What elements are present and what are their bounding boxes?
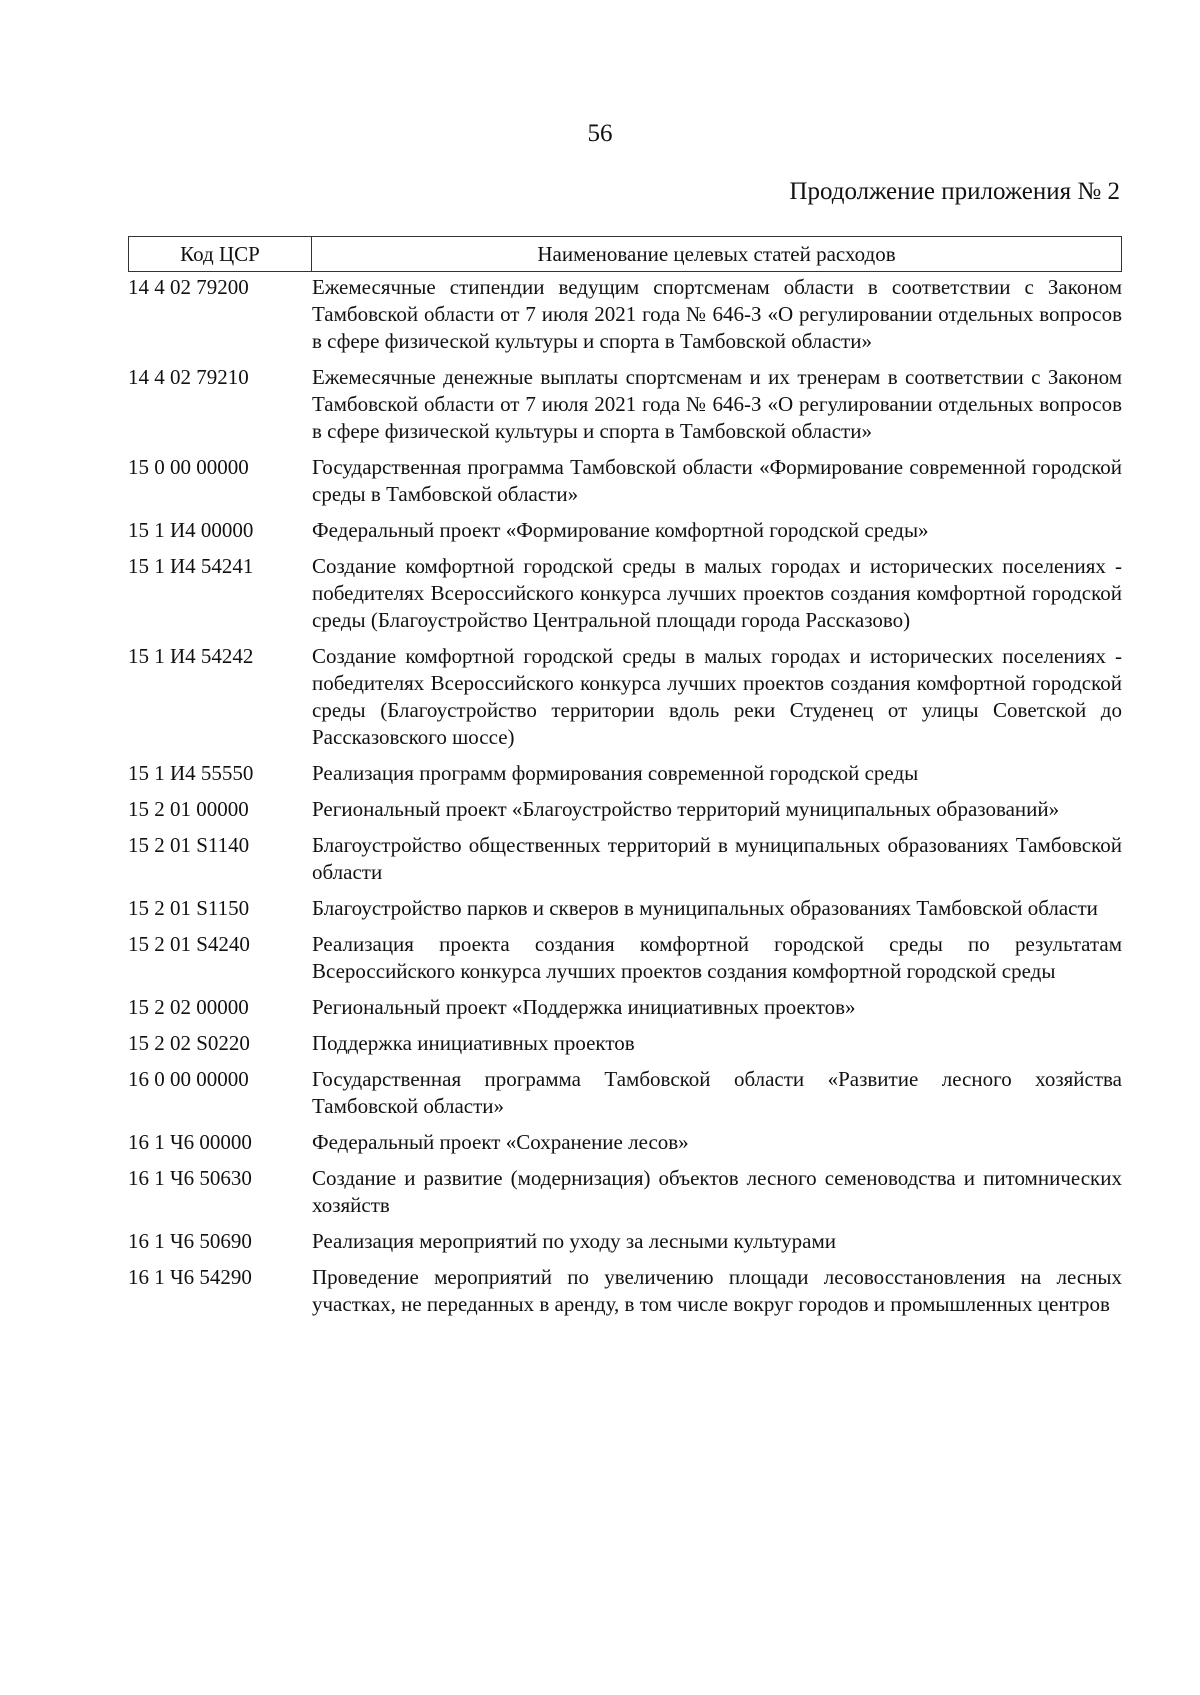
row-name: Государственная программа Тамбовской области «Формирование современной городской среды в Тамбовской области»	[312, 455, 1122, 506]
row-code: 16 1 Ч6 00000	[128, 1130, 252, 1154]
row-code: 15 1 И4 54242	[128, 644, 254, 668]
row-name: Проведение мероприятий по увеличению площади лесовосстановления на лесных участках, не переданных в аренду, в том числе вокруг городов и промышленных центров	[312, 1265, 1122, 1316]
row-code: 15 2 02 S0220	[128, 1031, 250, 1055]
expense-table	[128, 236, 1122, 1327]
row-code: 15 2 02 00000	[128, 995, 249, 1019]
row-name: Благоустройство парков и скверов в муниципальных образованиях Тамбовской области	[312, 896, 1098, 920]
table-row	[128, 454, 1122, 508]
appendix-title: Продолжение приложения № 2	[789, 178, 1120, 205]
row-code: 15 2 01 S1150	[128, 896, 250, 920]
row-name: Государственная программа Тамбовской области «Развитие лесного хозяйства Тамбовской области»	[312, 1067, 1122, 1118]
row-code: 14 4 02 79210	[128, 365, 249, 389]
row-name: Федеральный проект «Сохранение лесов»	[312, 1130, 689, 1154]
table-row	[128, 1228, 1122, 1255]
column-header-code: Код ЦСР	[129, 237, 312, 271]
table-row	[128, 1264, 1122, 1318]
row-code: 14 4 02 79200	[128, 275, 249, 299]
table-row	[128, 760, 1122, 787]
row-name: Создание комфортной городской среды в малых городах и исторических поселениях - победителях Всероссийского конкурса лучших проектов создания комфортной городской среды (Благоустройство территории вдоль реки Студенец от улицы Советской до Рассказовского шоссе)	[312, 644, 1122, 749]
row-code: 15 1 И4 54241	[128, 554, 254, 578]
table-row	[128, 364, 1122, 445]
table-row	[128, 517, 1122, 544]
table-header	[128, 236, 1122, 272]
table-body	[128, 274, 1122, 1318]
row-name: Федеральный проект «Формирование комфортной городской среды»	[312, 518, 929, 542]
row-code: 15 1 И4 00000	[128, 518, 254, 542]
table-row	[128, 895, 1122, 922]
table-row	[128, 553, 1122, 634]
row-name: Реализация проекта создания комфортной городской среды по результатам Всероссийского конкурса лучших проектов создания комфортной городской среды	[312, 932, 1122, 983]
table-row	[128, 796, 1122, 823]
table-row	[128, 1030, 1122, 1057]
row-code: 15 2 01 S1140	[128, 833, 250, 857]
row-code: 15 2 01 00000	[128, 797, 249, 821]
row-code: 16 0 00 00000	[128, 1067, 249, 1091]
table-row	[128, 643, 1122, 751]
page-number: 56	[587, 120, 613, 147]
row-code: 16 1 Ч6 50630	[128, 1166, 252, 1190]
table-row	[128, 274, 1122, 355]
table-row	[128, 1066, 1122, 1120]
row-name: Ежемесячные стипендии ведущим спортсменам области в соответствии с Законом Тамбовской области от 7 июля 2021 года № 646-З «О регулировании отдельных вопросов в сфере физической культуры и спорта в Тамбовской области»	[312, 275, 1122, 353]
row-name: Реализация мероприятий по уходу за лесными культурами	[312, 1229, 836, 1253]
row-code: 16 1 Ч6 54290	[128, 1265, 252, 1289]
table-row	[128, 931, 1122, 985]
row-code: 15 2 01 S4240	[128, 932, 250, 956]
row-code: 15 0 00 00000	[128, 455, 249, 479]
row-name: Поддержка инициативных проектов	[312, 1031, 635, 1055]
column-header-name: Наименование целевых статей расходов	[537, 242, 896, 266]
row-code: 16 1 Ч6 50690	[128, 1229, 252, 1253]
table-row	[128, 994, 1122, 1021]
table-row	[128, 1129, 1122, 1156]
table-row	[128, 1165, 1122, 1219]
row-name: Создание и развитие (модернизация) объектов лесного семеноводства и питомнических хозяйств	[312, 1166, 1122, 1217]
row-name: Региональный проект «Благоустройство территорий муниципальных образований»	[312, 797, 1060, 821]
table-row	[128, 832, 1122, 886]
row-name: Создание комфортной городской среды в малых городах и исторических поселениях - победителях Всероссийского конкурса лучших проектов создания комфортной городской среды (Благоустройство Центральной площади города Рассказово)	[312, 554, 1122, 632]
row-name: Региональный проект «Поддержка инициативных проектов»	[312, 995, 856, 1019]
row-name: Ежемесячные денежные выплаты спортсменам и их тренерам в соответствии с Законом Тамбовской области от 7 июля 2021 года № 646-З «О регулировании отдельных вопросов в сфере физической культуры и спорта в Тамбовской области»	[312, 365, 1122, 443]
row-name: Благоустройство общественных территорий в муниципальных образованиях Тамбовской области	[312, 833, 1122, 884]
row-name: Реализация программ формирования современной городской среды	[312, 761, 919, 785]
row-code: 15 1 И4 55550	[128, 761, 254, 785]
